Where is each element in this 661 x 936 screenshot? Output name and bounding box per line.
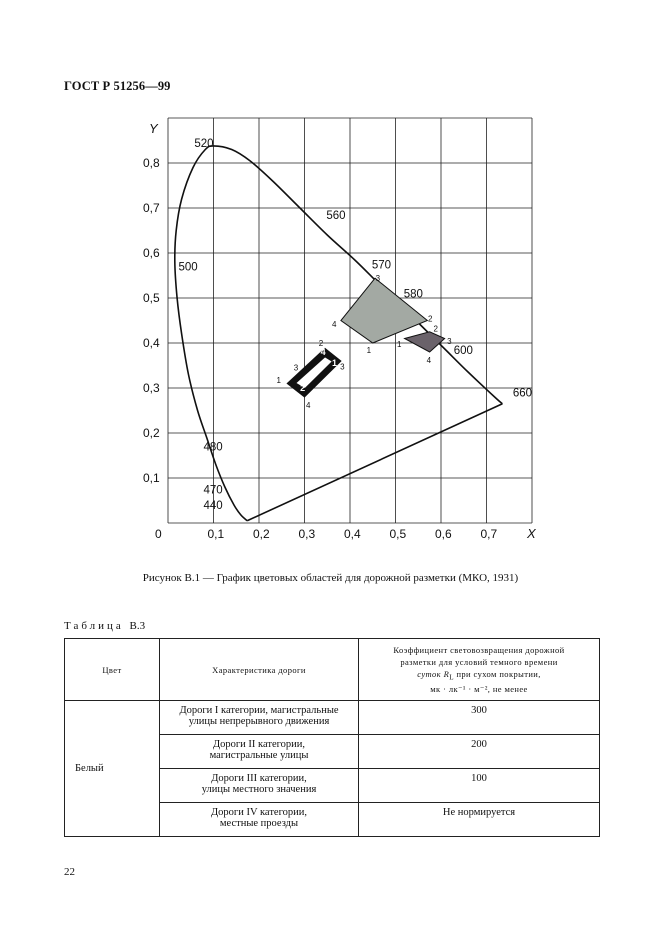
header-coefficient (359, 639, 600, 701)
vertex-label: 3 (375, 273, 381, 283)
value-cell: 200 (359, 735, 600, 769)
road-cell (160, 803, 359, 837)
vertex-label: 1 (366, 345, 372, 355)
road-line: улицы непрерывного движения (188, 716, 330, 727)
vertex-label: 4 (306, 401, 311, 411)
purple-line (247, 404, 502, 521)
x-tick-label: 0,3 (298, 527, 316, 541)
header-coef-line3 (365, 668, 593, 684)
road-line: Дороги III категории, (211, 773, 307, 784)
header-coef-line4: мк · лк⁻¹ · м⁻², не менее (430, 684, 528, 695)
page-number: 22 (64, 866, 75, 878)
vertex-label: 3 (293, 363, 299, 373)
road-line: местные проезды (219, 818, 299, 829)
vertex-label: 2 (318, 339, 324, 348)
vertex-label: 3 (447, 336, 452, 346)
table-header-row (65, 639, 600, 701)
wavelength-label: 560 (326, 209, 346, 222)
header-coef-line1: Коэффициент световозвращения дорожной (393, 644, 565, 655)
y-tick-label: 0,1 (143, 471, 160, 485)
y-tick-label: 0,8 (143, 156, 160, 170)
spectral-locus (175, 146, 503, 521)
road-line: магистральные улицы (209, 750, 309, 761)
header-coef-sub: L (449, 673, 454, 682)
x-tick-label: 0,6 (435, 527, 452, 541)
y-tick-label: 0,5 (143, 291, 160, 305)
x-tick-label: 0,7 (480, 527, 498, 541)
road-cell (160, 769, 359, 803)
x-tick-label: 0,5 (389, 527, 407, 541)
vertex-label: 4 (331, 320, 337, 330)
document-header: ГОСТ Р 51256—99 (64, 79, 171, 93)
value-cell: 300 (359, 701, 600, 735)
x-axis-label: X (527, 526, 536, 541)
road-line: Дороги I категории, магистральные (179, 705, 339, 716)
figure-caption: Рисунок В.1 — График цветовых областей для дорожной разметки (МКО, 1931) (142, 572, 519, 584)
wavelength-label: 580 (403, 288, 423, 301)
header-coef-line2: разметки для условий темного времени (400, 656, 558, 667)
y-tick-label: 0,4 (143, 336, 160, 350)
wavelength-label: 570 (371, 259, 392, 272)
vertex-label: 1 (397, 339, 402, 349)
y-tick-label: 0,6 (143, 246, 160, 260)
vertex-label: 4 (426, 356, 432, 366)
road-line: улицы местного значения (201, 784, 317, 795)
wavelength-label: 520 (194, 137, 214, 150)
wavelength-label: 480 (203, 441, 223, 454)
header-color: Цвет (65, 639, 160, 701)
vertex-label: 1 (276, 375, 281, 385)
vertex-label: 2 (427, 314, 433, 324)
retroreflection-table (64, 638, 600, 837)
vertex-label-inner: 1 (331, 357, 338, 368)
vertex-label-inner: 2 (300, 383, 306, 393)
wavelength-label: 660 (512, 387, 533, 400)
x-tick-label: 0,1 (207, 527, 225, 541)
road-line: Дороги IV категории, (211, 807, 307, 818)
x-tick-label: 0 (155, 527, 162, 541)
vertex-label: 3 (340, 362, 345, 372)
header-coef-r: суток R (417, 668, 450, 679)
color-region (405, 332, 445, 352)
y-tick-label: 0,2 (143, 426, 160, 440)
header-coef-line3b: при сухом покрытии, (453, 668, 541, 679)
x-tick-label: 0,4 (344, 527, 361, 541)
table-label-number: В.3 (129, 620, 146, 632)
wavelength-label: 500 (178, 261, 198, 274)
y-axis-label: Y (149, 121, 158, 136)
x-tick-label: 0,2 (253, 527, 270, 541)
value-cell: Не нормируется (359, 803, 600, 837)
table-row (65, 701, 600, 735)
value-cell: 100 (359, 769, 600, 803)
vertex-label: 2 (433, 324, 438, 334)
color-cell: Белый (65, 701, 160, 837)
table-label-word: Таблица (64, 620, 124, 632)
wavelength-label: 470 (203, 484, 223, 497)
road-line: Дороги II категории, (212, 739, 306, 750)
y-tick-label: 0,7 (143, 201, 160, 215)
wavelength-label: 600 (453, 344, 473, 357)
road-cell (160, 701, 359, 735)
table-label (64, 620, 145, 632)
wavelength-label: 440 (203, 500, 223, 512)
header-road: Характеристика дороги (160, 639, 359, 701)
vertex-label-inner: 4 (320, 347, 326, 357)
y-tick-label: 0,3 (143, 381, 160, 395)
road-cell (160, 735, 359, 769)
